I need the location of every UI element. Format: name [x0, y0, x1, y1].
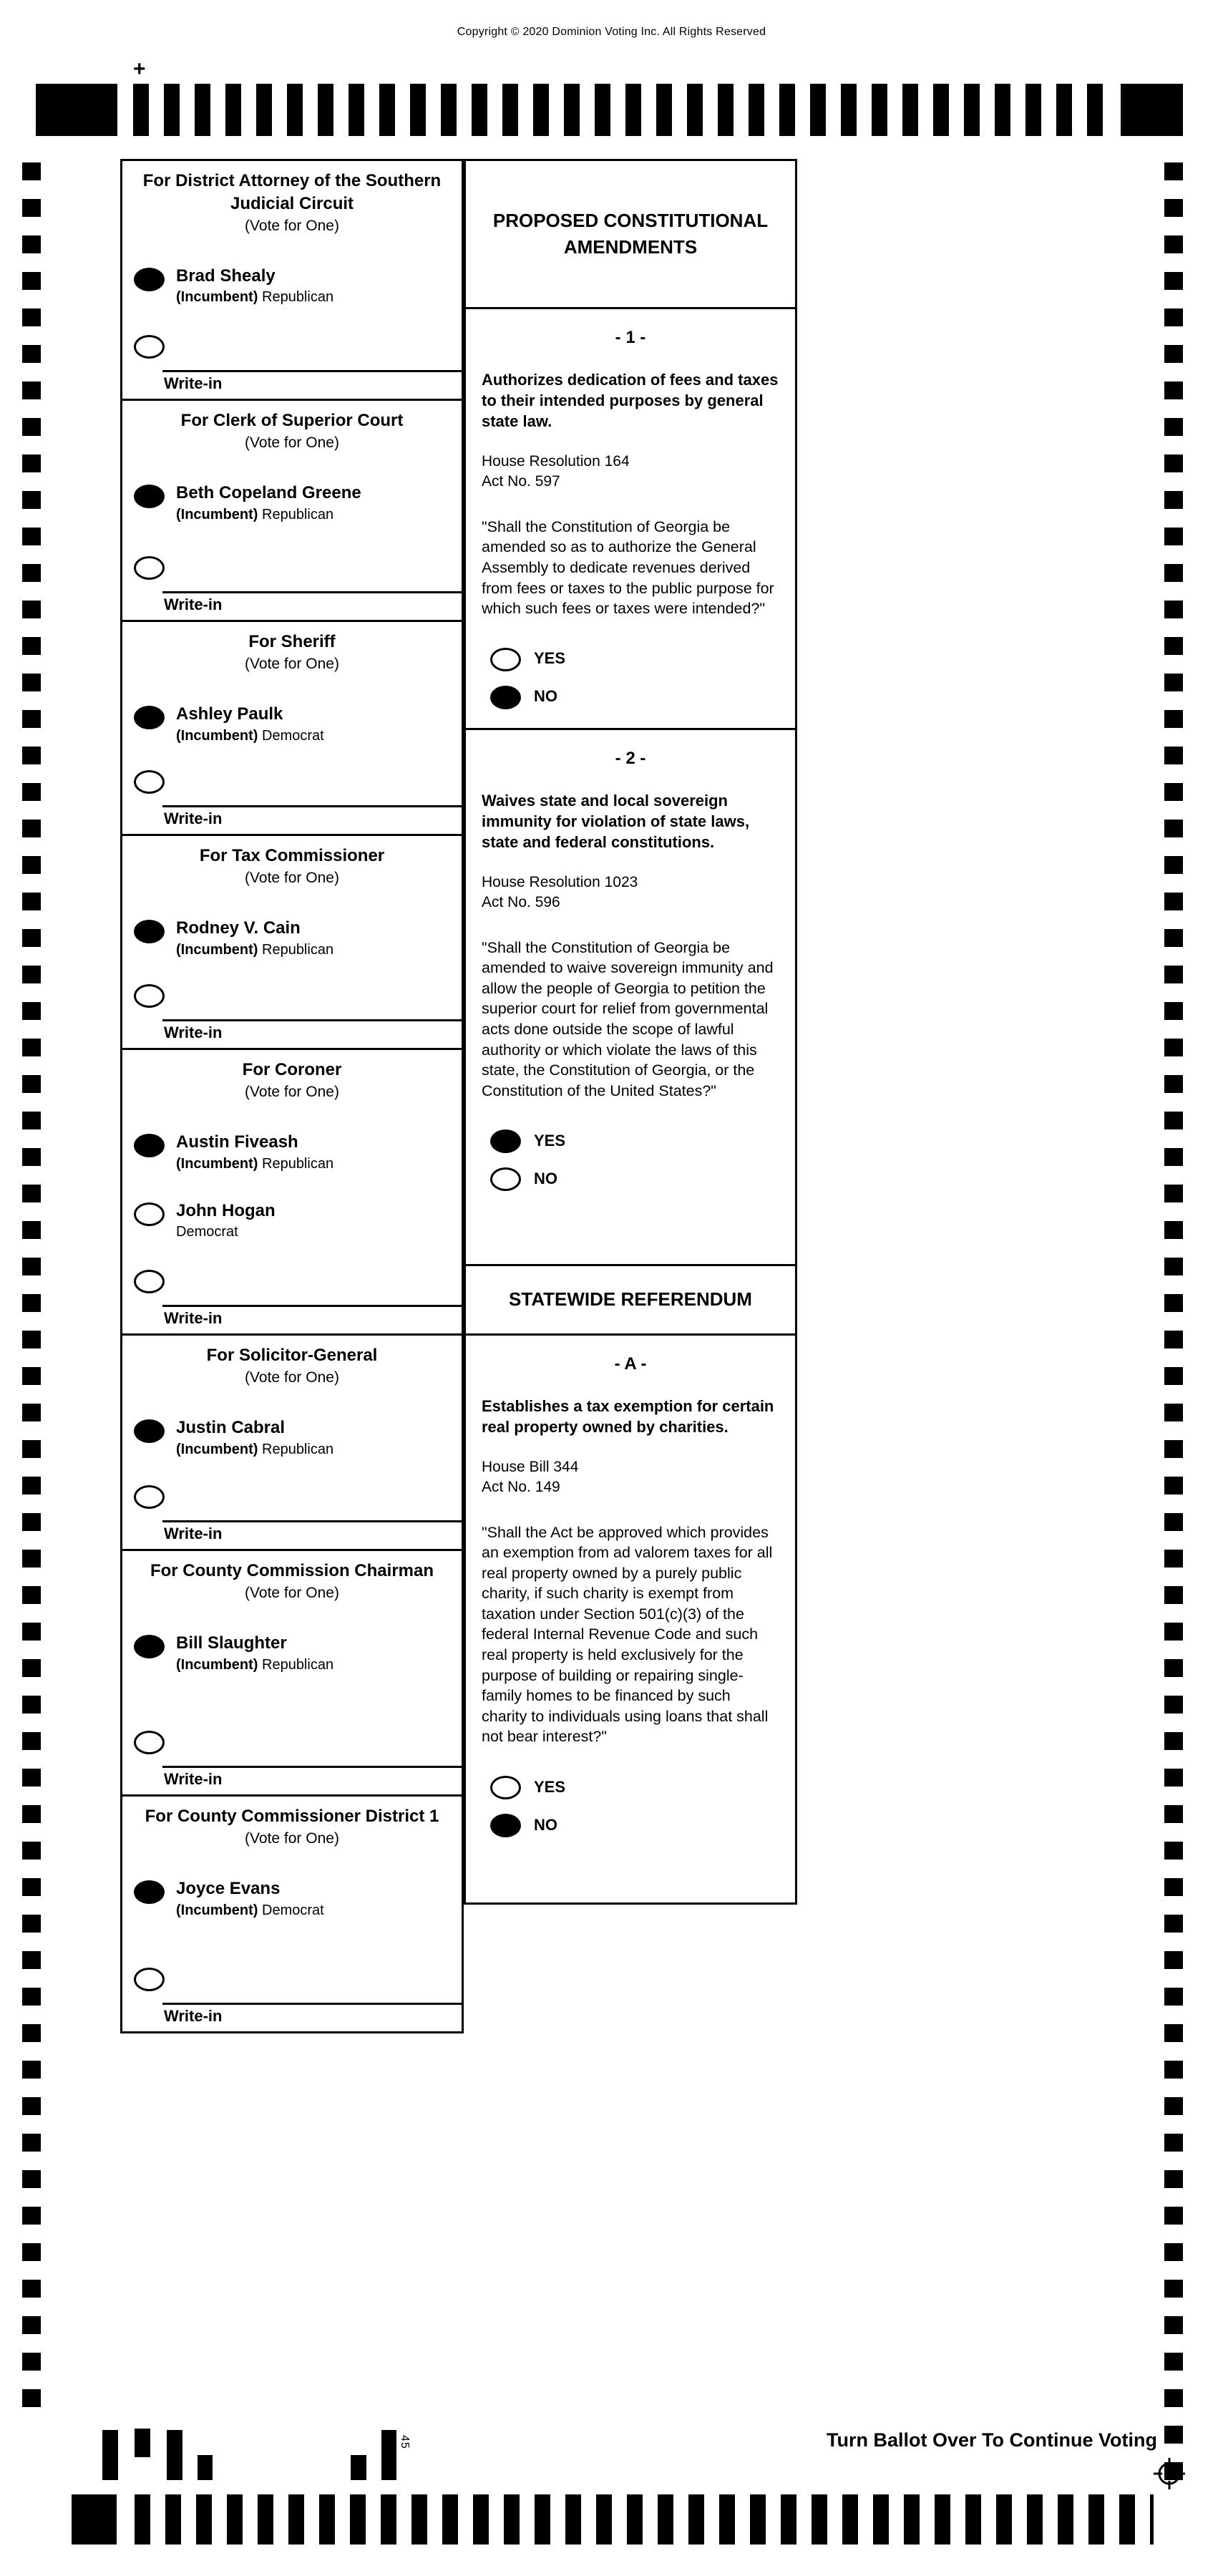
- race-title: For Solicitor-General: [206, 1346, 378, 1365]
- no-oval[interactable]: [490, 686, 521, 709]
- candidate-detail: [176, 1657, 333, 1673]
- candidate-row: [134, 1633, 462, 1673]
- incumbent-label: (Incumbent): [176, 1441, 258, 1457]
- candidate-detail: [176, 507, 361, 523]
- race-sheriff: [120, 620, 464, 836]
- measure-summary: Establishes a tax exemption for certain real property owned by charities.: [482, 1396, 774, 1436]
- vote-for-instruction: (Vote for One): [245, 869, 339, 886]
- yes-label: YES: [534, 649, 566, 668]
- vote-for-instruction: (Vote for One): [245, 1584, 339, 1601]
- candidate-name: Justin Cabral: [176, 1417, 286, 1437]
- candidate-name: Bill Slaughter: [176, 1633, 287, 1653]
- amendment-1: [464, 307, 797, 730]
- write-in-oval[interactable]: [134, 1968, 165, 1991]
- no-choice-row: [490, 1812, 779, 1837]
- measure-citation: House Bill 344: [482, 1458, 579, 1475]
- measure-citation: Act No. 596: [482, 894, 560, 911]
- write-in-oval[interactable]: [134, 984, 165, 1008]
- race-title: For Coroner: [242, 1060, 342, 1079]
- candidate-name: Rodney V. Cain: [176, 918, 301, 938]
- candidate-oval[interactable]: [134, 1880, 165, 1904]
- timing-block-bottom-left: [72, 2494, 117, 2545]
- write-in-oval[interactable]: [134, 1731, 165, 1754]
- referendum-header: STATEWIDE REFERENDUM: [464, 1264, 797, 1336]
- write-in-oval[interactable]: [134, 770, 165, 794]
- candidate-row: [134, 1201, 462, 1241]
- candidate-name: John Hogan: [176, 1200, 276, 1220]
- measure-summary: Authorizes dedication of fees and taxes to their intended purposes by general state law.: [482, 371, 779, 431]
- race-title: For Sheriff: [248, 632, 336, 651]
- race-title: For Tax Commissioner: [199, 846, 385, 865]
- race-district-attorney: [120, 159, 464, 401]
- measure-question: "Shall the Constitution of Georgia be amended to waive sovereign immunity and allow the people of Georgia to petition the superior court for relief from governmental acts done outside the scope of lawful authority or which violate the laws of this state, the Constitution of Georgia, or the Constitution of the United States?": [482, 938, 774, 1099]
- stub-barcode-bar: [198, 2455, 213, 2480]
- vote-for-instruction: (Vote for One): [245, 217, 339, 234]
- timing-block-left: [36, 84, 117, 136]
- measure-question: "Shall the Act be approved which provides an exemption from ad valorem taxes for all real property owned by a purely public charity, if such charity is exempt from taxation under Section 501(c)(3) of the federal Internal Revenue Code and such real property is held exclusively for the purpose of building or repairing single-family homes to be financed by such charity to individuals using loans that shall not bear interest?": [482, 1523, 773, 1746]
- candidate-oval[interactable]: [134, 1635, 165, 1658]
- race-title: For District Attorney of the Southern Judicial Circuit: [142, 171, 442, 213]
- candidate-oval[interactable]: [134, 1202, 165, 1226]
- candidate-row: [134, 1132, 462, 1172]
- no-label: NO: [534, 1169, 557, 1187]
- timing-marks-top: [36, 84, 1183, 136]
- race-coroner: [120, 1048, 464, 1336]
- race-title: For County Commission Chairman: [150, 1561, 434, 1580]
- vote-for-instruction: (Vote for One): [245, 1829, 339, 1847]
- no-oval[interactable]: [490, 1167, 521, 1191]
- stub-barcode-bar: [381, 2430, 396, 2480]
- write-in-oval[interactable]: [134, 1485, 165, 1509]
- incumbent-label: (Incumbent): [176, 289, 258, 306]
- stub-barcode-bar: [167, 2430, 182, 2480]
- measures-column: [464, 159, 797, 1905]
- stub-barcode-bar: [102, 2430, 118, 2480]
- measure-citation: Act No. 149: [482, 1479, 560, 1496]
- candidate-oval[interactable]: [134, 706, 165, 729]
- amendment-2: [464, 728, 797, 1266]
- incumbent-label: (Incumbent): [176, 727, 258, 744]
- party-label: Republican: [262, 289, 334, 306]
- stub-barcode-bar: [351, 2455, 366, 2480]
- yes-choice-row: [490, 1774, 779, 1799]
- candidate-name: Brad Shealy: [176, 266, 276, 286]
- incumbent-label: (Incumbent): [176, 1155, 258, 1172]
- race-title: For Clerk of Superior Court: [180, 411, 404, 430]
- race-title: For County Commissioner District 1: [145, 1807, 439, 1826]
- no-label: NO: [534, 687, 557, 706]
- write-in-oval[interactable]: [134, 335, 165, 359]
- candidate-row: [134, 918, 462, 958]
- turn-ballot-over-instruction: Turn Ballot Over To Continue Voting: [827, 2429, 1157, 2451]
- write-in-label: Write-in: [164, 1024, 223, 1041]
- referendum-a: [464, 1333, 797, 1905]
- race-county-commissioner-district-1: [120, 1794, 464, 2033]
- candidate-name: Joyce Evans: [176, 1878, 281, 1898]
- measure-number: - 1 -: [615, 328, 646, 347]
- measure-citation: House Resolution 164: [482, 453, 630, 470]
- incumbent-label: (Incumbent): [176, 1902, 258, 1918]
- party-label: Democrat: [176, 1224, 238, 1240]
- party-label: Republican: [262, 1441, 334, 1457]
- yes-choice-row: [490, 646, 779, 671]
- candidate-detail: [176, 942, 333, 958]
- race-tax-commissioner: [120, 834, 464, 1050]
- write-in-oval[interactable]: [134, 556, 165, 580]
- race-clerk-superior-court: [120, 399, 464, 622]
- vote-for-instruction: (Vote for One): [245, 1083, 339, 1100]
- write-in-label: Write-in: [164, 1309, 223, 1327]
- no-choice-row: [490, 684, 779, 709]
- measure-number: - 2 -: [615, 748, 646, 768]
- party-label: Republican: [262, 941, 334, 958]
- races-column: [120, 159, 464, 2033]
- candidate-detail: [176, 289, 333, 306]
- party-label: Democrat: [262, 727, 324, 744]
- stub-number: 45: [399, 2435, 411, 2449]
- plus-registration-mark: +: [133, 57, 146, 81]
- write-in-label: Write-in: [164, 1525, 223, 1542]
- race-solicitor-general: [120, 1333, 464, 1551]
- amendments-header: PROPOSED CONSTITUTIONAL AMENDMENTS: [464, 159, 797, 309]
- timing-marks-bottom: [72, 2494, 1154, 2545]
- candidate-row: [134, 483, 462, 523]
- party-label: Republican: [262, 506, 334, 523]
- measure-citation: House Resolution 1023: [482, 873, 638, 890]
- write-in-label: Write-in: [164, 374, 223, 392]
- yes-label: YES: [534, 1777, 566, 1796]
- write-in-label: Write-in: [164, 1770, 223, 1788]
- party-label: Republican: [262, 1656, 334, 1673]
- candidate-name: Ashley Paulk: [176, 704, 283, 724]
- write-in-label: Write-in: [164, 596, 223, 613]
- yes-oval[interactable]: [490, 1129, 521, 1153]
- yes-oval[interactable]: [490, 1776, 521, 1799]
- registration-crosshair-icon: [1151, 2455, 1188, 2492]
- candidate-detail: [176, 1224, 276, 1240]
- timing-bars-top: [133, 84, 1105, 136]
- candidate-oval[interactable]: [134, 485, 165, 508]
- incumbent-label: (Incumbent): [176, 941, 258, 958]
- stub-barcode-bar: [135, 2429, 150, 2457]
- candidate-oval[interactable]: [134, 1419, 165, 1443]
- incumbent-label: (Incumbent): [176, 506, 258, 523]
- candidate-name: Beth Copeland Greene: [176, 482, 361, 502]
- vote-for-instruction: (Vote for One): [245, 434, 339, 451]
- candidate-detail: [176, 1442, 333, 1458]
- measure-number: - A -: [614, 1353, 647, 1374]
- measure-citation: Act No. 597: [482, 473, 560, 490]
- candidate-detail: [176, 1902, 324, 1919]
- candidate-detail: [176, 728, 324, 744]
- vote-for-instruction: (Vote for One): [245, 655, 339, 672]
- yes-choice-row: [490, 1128, 779, 1153]
- write-in-label: Write-in: [164, 810, 223, 827]
- timing-marks-right-column: [1164, 162, 1183, 2480]
- measure-summary: Waives state and local sovereign immunity for violation of state laws, state and federal constitutions.: [482, 791, 750, 851]
- copyright-text: Copyright © 2020 Dominion Voting Inc. All Rights Reserved: [457, 26, 766, 38]
- candidate-oval[interactable]: [134, 1134, 165, 1157]
- yes-oval[interactable]: [490, 648, 521, 671]
- no-oval[interactable]: [490, 1814, 521, 1837]
- write-in-label: Write-in: [164, 2007, 223, 2025]
- measure-question: "Shall the Constitution of Georgia be amended so as to authorize the General Assembly to dedicate revenues derived from fees or taxes to the public purpose for which such fees or taxes were intended?": [482, 517, 774, 618]
- no-label: NO: [534, 1815, 557, 1834]
- incumbent-label: (Incumbent): [176, 1656, 258, 1673]
- candidate-row: [134, 266, 462, 306]
- vote-for-instruction: (Vote for One): [245, 1369, 339, 1386]
- candidate-name: Austin Fiveash: [176, 1132, 298, 1152]
- timing-bars-bottom: [135, 2494, 1154, 2545]
- yes-label: YES: [534, 1131, 566, 1150]
- timing-marks-left-column: [22, 162, 41, 2407]
- candidate-oval[interactable]: [134, 268, 165, 291]
- candidate-row: [134, 704, 462, 744]
- write-in-oval[interactable]: [134, 1270, 165, 1293]
- race-county-commission-chairman: [120, 1549, 464, 1797]
- candidate-row: [134, 1418, 462, 1458]
- party-label: Republican: [262, 1155, 334, 1172]
- no-choice-row: [490, 1166, 779, 1191]
- party-label: Democrat: [262, 1902, 324, 1918]
- candidate-oval[interactable]: [134, 920, 165, 943]
- candidate-row: [134, 1879, 462, 1919]
- timing-block-right: [1121, 84, 1183, 136]
- candidate-detail: [176, 1156, 333, 1172]
